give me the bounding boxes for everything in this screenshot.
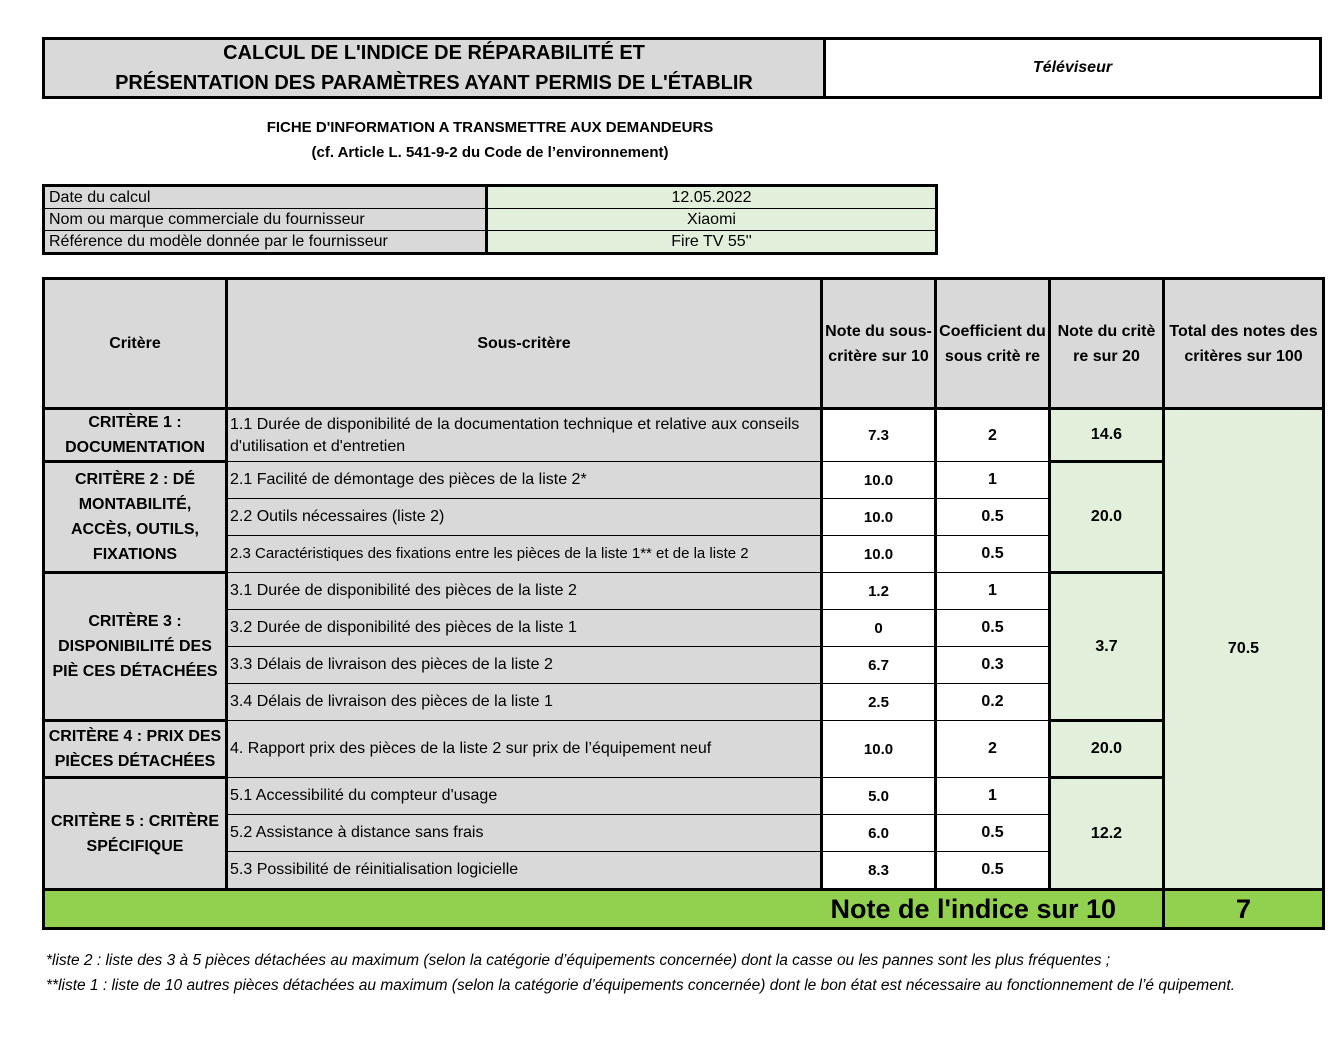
header-row bbox=[44, 279, 1324, 409]
table-row bbox=[44, 721, 1324, 778]
sub-criterion-label: 3.2 Durée de disponibilité des pièces de la liste 1 bbox=[227, 610, 822, 647]
info-value: Fire TV 55'' bbox=[487, 231, 937, 254]
subtitle-line2: (cf. Article L. 541-9-2 du Code de l’environnement) bbox=[311, 144, 669, 161]
sub-criterion-label: 5.2 Assistance à distance sans frais bbox=[227, 815, 822, 852]
info-row-model bbox=[44, 231, 937, 254]
col-header-note-sous-critere: Note du sous-critère sur 10 bbox=[822, 279, 936, 409]
sub-criterion-note: 1.2 bbox=[822, 573, 936, 610]
sub-criterion-coef: 1 bbox=[936, 778, 1050, 815]
sub-criterion-coef: 2 bbox=[936, 721, 1050, 778]
sub-criterion-coef: 0.3 bbox=[936, 647, 1050, 684]
sub-criterion-coef: 0.5 bbox=[936, 610, 1050, 647]
table-row bbox=[44, 778, 1324, 815]
subtitle bbox=[200, 115, 780, 165]
table-row bbox=[44, 409, 1324, 462]
sub-criterion-coef: 0.5 bbox=[936, 852, 1050, 890]
criterion-5-name: CRITÈRE 5 : CRITÈRE SPÉCIFIQUE bbox=[44, 778, 227, 890]
info-value: 12.05.2022 bbox=[487, 186, 937, 209]
sub-criterion-coef: 0.5 bbox=[936, 536, 1050, 573]
criterion-4-name: CRITÈRE 4 : PRIX DES PIÈCES DÉTACHÉES bbox=[44, 721, 227, 778]
subtitle-line1: FICHE D'INFORMATION A TRANSMETTRE AUX DEMANDEURS bbox=[266, 119, 714, 136]
col-header-critere: Critère bbox=[44, 279, 227, 409]
sub-criterion-coef: 0.5 bbox=[936, 815, 1050, 852]
info-table bbox=[42, 184, 938, 255]
sub-criterion-note: 10.0 bbox=[822, 499, 936, 536]
info-row-date bbox=[44, 186, 937, 209]
sub-criterion-label: 2.2 Outils nécessaires (liste 2) bbox=[227, 499, 822, 536]
criterion-1-note: 14.6 bbox=[1050, 409, 1164, 462]
sub-criterion-label: 3.4 Délais de livraison des pièces de la liste 1 bbox=[227, 684, 822, 721]
sub-criterion-label: 5.3 Possibilité de réinitialisation logicielle bbox=[227, 852, 822, 890]
sub-criterion-label: 4. Rapport prix des pièces de la liste 2 sur prix de l’équipement neuf bbox=[227, 721, 822, 778]
sub-criterion-label: 5.1 Accessibilité du compteur d'usage bbox=[227, 778, 822, 815]
sub-criterion-note: 2.5 bbox=[822, 684, 936, 721]
final-row bbox=[44, 890, 1324, 929]
criterion-1-name: CRITÈRE 1 : DOCUMENTATION bbox=[44, 409, 227, 462]
col-header-sous-critere: Sous-critère bbox=[227, 279, 822, 409]
final-score-label: Note de l'indice sur 10 bbox=[44, 890, 1164, 929]
criterion-4-note: 20.0 bbox=[1050, 721, 1164, 778]
sub-criterion-coef: 2 bbox=[936, 409, 1050, 462]
col-header-total: Total des notes des critères sur 100 bbox=[1164, 279, 1324, 409]
footnote-liste-2: *liste 2 : liste des 3 à 5 pièces détachées au maximum (selon la catégorie d’équipements concernée) dont la casse ou les pannes sont les plus fréquentes ; bbox=[46, 952, 1111, 969]
final-score-value: 7 bbox=[1164, 890, 1324, 929]
info-label: Référence du modèle donnée par le fournisseur bbox=[44, 231, 487, 254]
header-title-line2: PRÉSENTATION DES PARAMÈTRES AYANT PERMIS DE L'ÉTABLIR bbox=[115, 72, 753, 94]
header-title bbox=[45, 40, 826, 96]
sub-criterion-note: 7.3 bbox=[822, 409, 936, 462]
criterion-3-note: 3.7 bbox=[1050, 573, 1164, 721]
sub-criterion-note: 8.3 bbox=[822, 852, 936, 890]
info-row-brand bbox=[44, 209, 937, 231]
criterion-5-note: 12.2 bbox=[1050, 778, 1164, 890]
criterion-2-name: CRITÈRE 2 : DÉ MONTABILITÉ, ACCÈS, OUTILS, FIXATIONS bbox=[44, 462, 227, 573]
sub-criterion-coef: 1 bbox=[936, 573, 1050, 610]
sub-criterion-coef: 0.2 bbox=[936, 684, 1050, 721]
total-score: 70.5 bbox=[1164, 409, 1324, 890]
sub-criterion-note: 10.0 bbox=[822, 462, 936, 499]
table-row bbox=[44, 462, 1324, 499]
sub-criterion-label: 1.1 Durée de disponibilité de la documentation technique et relative aux conseils d'utilisation et d'entretien bbox=[227, 409, 822, 462]
sub-criterion-label: 3.1 Durée de disponibilité des pièces de la liste 2 bbox=[227, 573, 822, 610]
sub-criterion-label: 2.3 Caractéristiques des fixations entre les pièces de la liste 1** et de la liste 2 bbox=[227, 536, 822, 573]
sub-criterion-label: 3.3 Délais de livraison des pièces de la liste 2 bbox=[227, 647, 822, 684]
info-label: Date du calcul bbox=[44, 186, 487, 209]
col-header-note-critere: Note du critè re sur 20 bbox=[1050, 279, 1164, 409]
sub-criterion-label: 2.1 Facilité de démontage des pièces de la liste 2* bbox=[227, 462, 822, 499]
info-value: Xiaomi bbox=[487, 209, 937, 231]
table-row bbox=[44, 573, 1324, 610]
score-table bbox=[42, 277, 1325, 930]
sub-criterion-note: 10.0 bbox=[822, 721, 936, 778]
criterion-3-name: CRITÈRE 3 : DISPONIBILITÉ DES PIÈ CES DÉTACHÉES bbox=[44, 573, 227, 721]
sub-criterion-coef: 1 bbox=[936, 462, 1050, 499]
sub-criterion-note: 0 bbox=[822, 610, 936, 647]
footnotes bbox=[46, 949, 1306, 998]
footnote-liste-1: **liste 1 : liste de 10 autres pièces détachées au maximum (selon la catégorie d’équipements concernée) dont le bon état est nécessaire au fonctionnement de l’é quipement. bbox=[46, 976, 1236, 994]
header-box bbox=[42, 37, 1322, 99]
info-label: Nom ou marque commerciale du fournisseur bbox=[44, 209, 487, 231]
sub-criterion-note: 6.7 bbox=[822, 647, 936, 684]
product-type: Téléviseur bbox=[1032, 59, 1113, 76]
sub-criterion-coef: 0.5 bbox=[936, 499, 1050, 536]
criterion-2-note: 20.0 bbox=[1050, 462, 1164, 573]
sub-criterion-note: 6.0 bbox=[822, 815, 936, 852]
sub-criterion-note: 10.0 bbox=[822, 536, 936, 573]
sub-criterion-note: 5.0 bbox=[822, 778, 936, 815]
header-title-line1: CALCUL DE L'INDICE DE RÉPARABILITÉ ET bbox=[223, 42, 645, 64]
col-header-coefficient: Coefficient du sous critè re bbox=[936, 279, 1050, 409]
